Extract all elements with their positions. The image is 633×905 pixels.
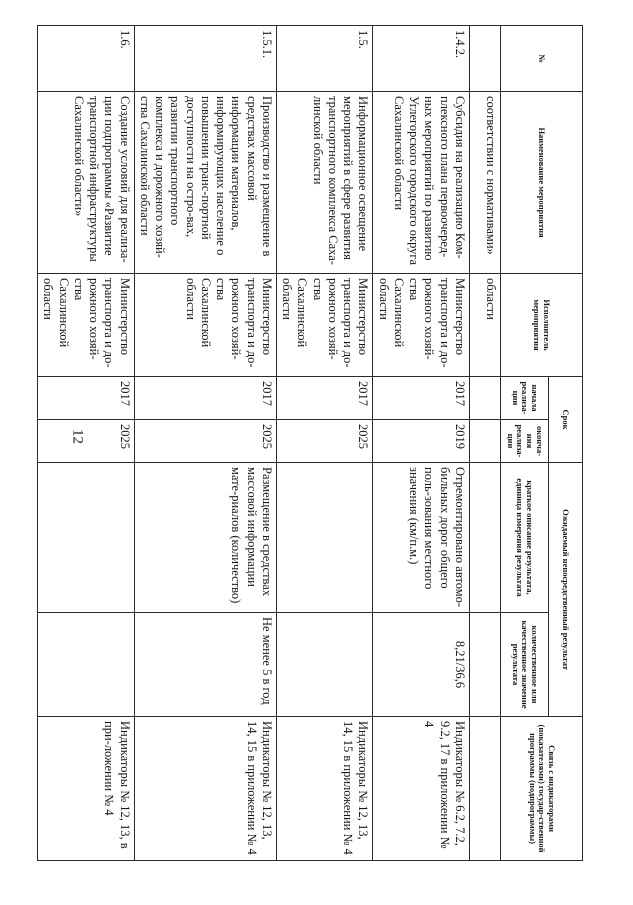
cell-value bbox=[470, 613, 501, 717]
cell-desc bbox=[470, 463, 501, 613]
header-term: Срок bbox=[549, 377, 583, 463]
cell-num: 1.5. bbox=[277, 26, 374, 92]
cell-num: 1.6. bbox=[38, 26, 135, 92]
cell-executor: Министерство транспорта и до-рожного хозяй-ства Сахалинской области bbox=[38, 274, 135, 377]
cell-link: Индикаторы № 12, 13, в при-ложении № 4 bbox=[38, 717, 135, 861]
cell-link: Индикаторы № 12, 13, 14, 15 в приложении № 4 bbox=[134, 717, 276, 861]
cell-desc: Отремонтировано автомо-бильных дорог общего поль-зования местного значения (км/п.м.) bbox=[373, 463, 470, 613]
header-link: Связь с индикаторами (показателями) государ-ственной программы (подпрограммы) bbox=[501, 717, 583, 861]
cell-start: 2017 bbox=[277, 377, 374, 420]
cell-executor: Министерство транспорта и до-рожного хозяй-ства Сахалинской области bbox=[134, 274, 276, 377]
header-term-end: оконча-ния реализа-ции bbox=[501, 420, 549, 463]
cell-num bbox=[470, 26, 501, 92]
cell-end: 2025 bbox=[134, 420, 276, 463]
cell-start bbox=[470, 377, 501, 420]
cell-start: 2017 bbox=[38, 377, 135, 420]
cell-link: Индикаторы № 6.2, 7.2, 9.2, 17 в приложении № 4 bbox=[373, 717, 470, 861]
cell-name: Производство и размещение в средствах массовой информации материалов, информирующих население о повышении транс-портной доступности на остро-вах, развитии транспортного комплекса и дорожного хозяй-ства Сахалинской области bbox=[134, 92, 276, 274]
cell-link: Индикаторы № 12, 13, 14, 15 в приложении № 4 bbox=[277, 717, 374, 861]
cell-name: Субсидия на реализацию Ком-плексного плана первоочеред-ных мероприятий по развитию Углегорского городского округа Сахалинской области bbox=[373, 92, 470, 274]
cell-num: 1.4.2. bbox=[373, 26, 470, 92]
cell-desc bbox=[277, 463, 374, 613]
cell-name: соответствии с нормативами» bbox=[470, 92, 501, 274]
header-row-1 bbox=[549, 26, 583, 861]
header-result-desc: краткое описание результата, единица измерения результата bbox=[501, 463, 549, 613]
table-row bbox=[134, 26, 276, 861]
cell-desc: Размещение в средствах массовой информации мате-риалов (количество) bbox=[134, 463, 276, 613]
page-number: 12 bbox=[69, 429, 86, 444]
header-num: № bbox=[501, 26, 583, 92]
table-row bbox=[373, 26, 470, 861]
cell-desc bbox=[38, 463, 135, 613]
table-row bbox=[470, 26, 501, 861]
table-row bbox=[277, 26, 374, 861]
cell-start: 2017 bbox=[134, 377, 276, 420]
cell-end: 2025 bbox=[277, 420, 374, 463]
cell-value: 8,21/36,6 bbox=[373, 613, 470, 717]
header-executor: Исполнитель мероприятия bbox=[501, 274, 583, 377]
cell-num: 1.5.1. bbox=[134, 26, 276, 92]
cell-executor: Министерство транспорта и до-рожного хозяй-ства Сахалинской области bbox=[277, 274, 374, 377]
rotated-table-wrapper bbox=[41, 25, 583, 860]
cell-executor: области bbox=[470, 274, 501, 377]
cell-value: Не менее 5 в год bbox=[134, 613, 276, 717]
header-result-value: количественное или качественное значение результата bbox=[501, 613, 549, 717]
cell-start: 2017 bbox=[373, 377, 470, 420]
table-row bbox=[38, 26, 135, 861]
cell-link bbox=[470, 717, 501, 861]
header-result: Ожидаемый непосредственный результат bbox=[549, 463, 583, 717]
header-name: Наименование мероприятия bbox=[501, 92, 583, 274]
header-term-start: начала реализа-ции bbox=[501, 377, 549, 420]
cell-name: Информационное освещение мероприятий в сфере развития транспортного комплекса Саха-линской области bbox=[277, 92, 374, 274]
cell-end bbox=[470, 420, 501, 463]
cell-name: Создание условий для реализа-ции подпрограммы «Развитие транспортной инфраструктуры Сахалинской области» bbox=[38, 92, 135, 274]
cell-end: 2025 bbox=[38, 420, 135, 463]
cell-value bbox=[277, 613, 374, 717]
cell-end: 2019 bbox=[373, 420, 470, 463]
cell-value bbox=[38, 613, 135, 717]
measures-table bbox=[37, 25, 583, 861]
cell-executor: Министерство транспорта и до-рожного хозяй-ства Сахалинской области bbox=[373, 274, 470, 377]
